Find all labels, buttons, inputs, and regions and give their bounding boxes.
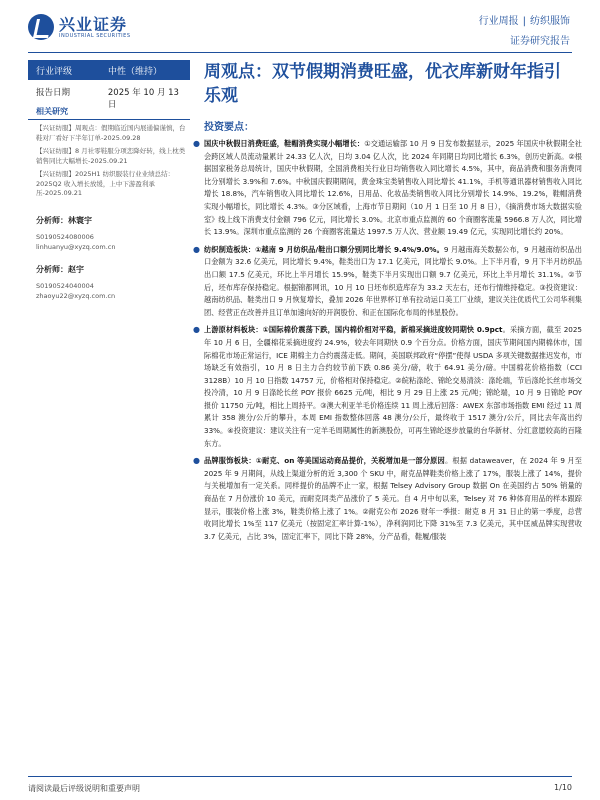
analyst-name: 分析师：赵宇 [36,264,84,274]
related-research-item[interactable]: 【兴证纺服】2025H1 纺织服装行业业绩总结：2025Q2 收入增长放缓，上中下游盈利承压-2025.09.21 [36,170,175,197]
analyst-card [28,215,190,252]
rating-value: 中性（维持） [108,66,163,77]
related-research-title: 相关研究 [28,106,190,120]
brand-name-cn: 兴业证券 [59,14,128,34]
paragraph-lead: 品牌服饰板块：①耐克、on 等美国运动商品提价，关税增加是一部分原因 [204,456,445,466]
analyst-cert: S0190524040004 [36,281,94,290]
key-points-title: 投资要点： [204,122,254,133]
report-type-tag: 行业周报 [478,16,519,27]
key-point-paragraph [190,455,582,543]
page-header [0,0,600,56]
disclaimer-note: 请阅读最后评级说明和重要声明 [28,784,140,793]
analyst-name: 分析师：林寰宇 [36,215,92,225]
page-number: 1/10 [554,783,572,792]
brand-name-en: INDUSTRIAL SECURITIES [59,32,131,39]
brand-logo-icon [28,14,54,40]
paragraph-lead: 国庆中秋假日消费旺盛，鞋帽消费实现小幅增长： [204,139,365,148]
report-body [190,138,582,548]
tag-separator: | [522,16,526,27]
paragraph-text: 。根据 dataweaver，在 2024 年 9 月至 2025 年 9 月期间，从线上渠道分析的近 3,300 个 SKU 中，耐克品牌鞋类价格上涨了 17%，服装上涨了 14%，提价与关税增加有一定关系。同样提价的品牌不止一家，根据 Telsey Advisory Group 数据 On 在美国约占 50% 销量的商品在 7 月份涨价 10 美元，而耐克同类产品涨价了 5 美元。自 4 月中旬以来，Telsey 对 76 种体育用品的样本跟踪显示，服装价格上涨 3%，鞋类价格上涨了 1%。②耐克公布 2026 财年一季报：耐克 8 月 31 日止的第一季度，总营收同比增长 1%至 117 亿美元（按固定汇率计算-1%），净利润同比下降 31%至 7.3 亿美元，其中匡威品牌实现营收 3.7 亿美元，占比 3%，固定汇率下，同比下降 28%，分产品看，鞋履/服装 [204,456,582,541]
paragraph-lead: 纺织制造板块：①越南 9 月纺织品/鞋出口额分别同比增长 9.4%/9.0%。 [204,244,444,254]
related-research-item[interactable]: 【兴证纺服】8 月社零鞋服分项恋降好转，线上枕类销售同比大幅增长-2025.09.21 [36,147,186,165]
page-footer [28,776,572,793]
header-divider [28,52,572,53]
key-point-paragraph [190,138,582,239]
key-point-paragraph [190,244,582,320]
bullet-icon: ● [193,139,200,148]
analyst-email[interactable]: linhuanyu@xyzq.com.cn [36,242,116,251]
related-research-item[interactable]: 【兴证纺服】周观点：假期临近国内展通偏谨慎，台鞋对厂看好下半年订单-2025.09.28 [36,124,186,142]
industry-tag: 纺织服饰 [530,16,570,27]
paragraph-text: ①交通运输部 10 月 9 日发布数据显示，2025 年国庆中秋假期全社会跨区域人员流动量累计 24.33 亿人次，日均 3.04 亿人次，比 2024 年同期日均同比增长 6.3%，创历史新高。②根据国家税务总局统计，国庆中秋假期，全国消费相关行业日均销售收入同比增长 4.5%，其中，商品消费和服务消费同比分别增长 3.9%和 7.6%。中秋国庆假期期间，黄金珠宝类销售收入同比增长 41.1%，手机等通讯器材销售收入同比增长 18.8%，汽车销售收入同比增长 12.6%，日用品、化妆品类销售收入同比分别增长 14.9%、19.2%，鞋帽消费实现小幅增长，同比增长 4.3%。③分区域看，上海市节日期间（10 月 1 日至 10 月 8 日），《摘消费市场大数据实验室》线上线下消费支付金额 796 亿元，同比增长 3.0%。北京市重点监测的 60 个商圈客流量 5966.8 万人次，同比增长 13.9%。深圳市重点监测的 26 个商圈客流量达 1997.5 万人次、营业额 19.49 亿元，实现同比增长约 20%。 [204,139,582,237]
report-title: 周观点：双节假期消费旺盛，优衣库新财年指引乐观 [204,62,561,106]
sidebar [28,106,190,301]
report-category: 证券研究报告 [510,36,570,47]
analyst-cert: S0190524080006 [36,232,94,241]
paragraph-text: 。采摘方面，截至 2025 年 10 月 6 日，全疆棉花采摘进度约 24.9%，较去年同期快 0.9 个百分点。价格方面，国庆节期间国内期棉休市，国际棉花市场正常运行，ICE 期棉主力合约震荡走低。期间，美国联邦政府“停摆”使得 USDA 多项关键数据推迟发布，市场缺乏有效指引，10 月 8 日主力合约较节前下跌 0.86 美分/磅，收于 64.91 美分/磅。中国棉花价格指数（CCI 3128B）10 月 10 日指数 14757 元，价格相对保持稳定。②皖粘涤纶、锦纶交易清淡：涤纶端，节后涤纶长丝市场交投冷清，10 月 9 日涤纶长丝 POY 报价 6625 元/吨，相比 9 月 29 日上涨 25 元/吨；锦纶端，10 月 9 日锦纶 POY 报价 11750 元/吨，相比上周持平。③澳大利亚羊毛价格连续 11 周上涨后回落：AWEX 东部市场指数 EMI 经过 11 周累计 358 澳分/公斤的攀升，本周 EMI 指数整体回落 48 澳分/公斤，最终收于 1517 澳分/公斤，同比去年高出约 33%。④投资建议：建议关注有一定羊毛周期属性的新澳股份，可再生锦纶逐步放量的台华新材、分红意愿较高的百隆东方。 [204,325,583,448]
key-point-paragraph [190,324,582,450]
industry-rating [28,60,190,80]
report-date-label: 报告日期 [36,88,71,98]
analyst-card [28,264,190,301]
report-date-value: 2025 年 10 月 13 日 [107,88,179,110]
bullet-icon: ● [193,244,200,254]
rating-label: 行业评级 [36,66,73,77]
analyst-email[interactable]: zhaoyu22@xyzq.com.cn [36,291,116,300]
bullet-icon: ● [193,325,200,335]
bullet-icon: ● [193,456,200,466]
paragraph-lead: 上游原材料板块：①国际棉价震荡下跌，国内棉价相对平稳，新棉采摘进度较同期快 0.9pct [204,325,503,335]
brand-logo [28,14,131,40]
paragraph-text: 9 月越南海关数据公布，9 月越南纺织品出口金额为 32.6 亿美元，同比增长 9.4%，鞋类出口为 17.1 亿美元，同比增长 9.0%。上下半月看，9 月下半月纺织品出口额 17.5 亿美元，环比上半月增长 15.9%，鞋类下半月实现出口额 9.7 亿美元，环比上半月增长 31.1%。②节后，坯布库存保持稳定。根据锦都网讯，10 月 10 日坯布织造库存为 33.2 天左右，还布行情维持稳定。③投资建议：越南纺织品、鞋类出口 9 月恢复增长，叠加 2026 年世界杯订单有拉动运口美工厂业绩，建议关注优质代工公司华利集团、经营正在改善并且订单加速向好的开润股份、和正在国际化布局的伟星股份。 [204,244,582,317]
